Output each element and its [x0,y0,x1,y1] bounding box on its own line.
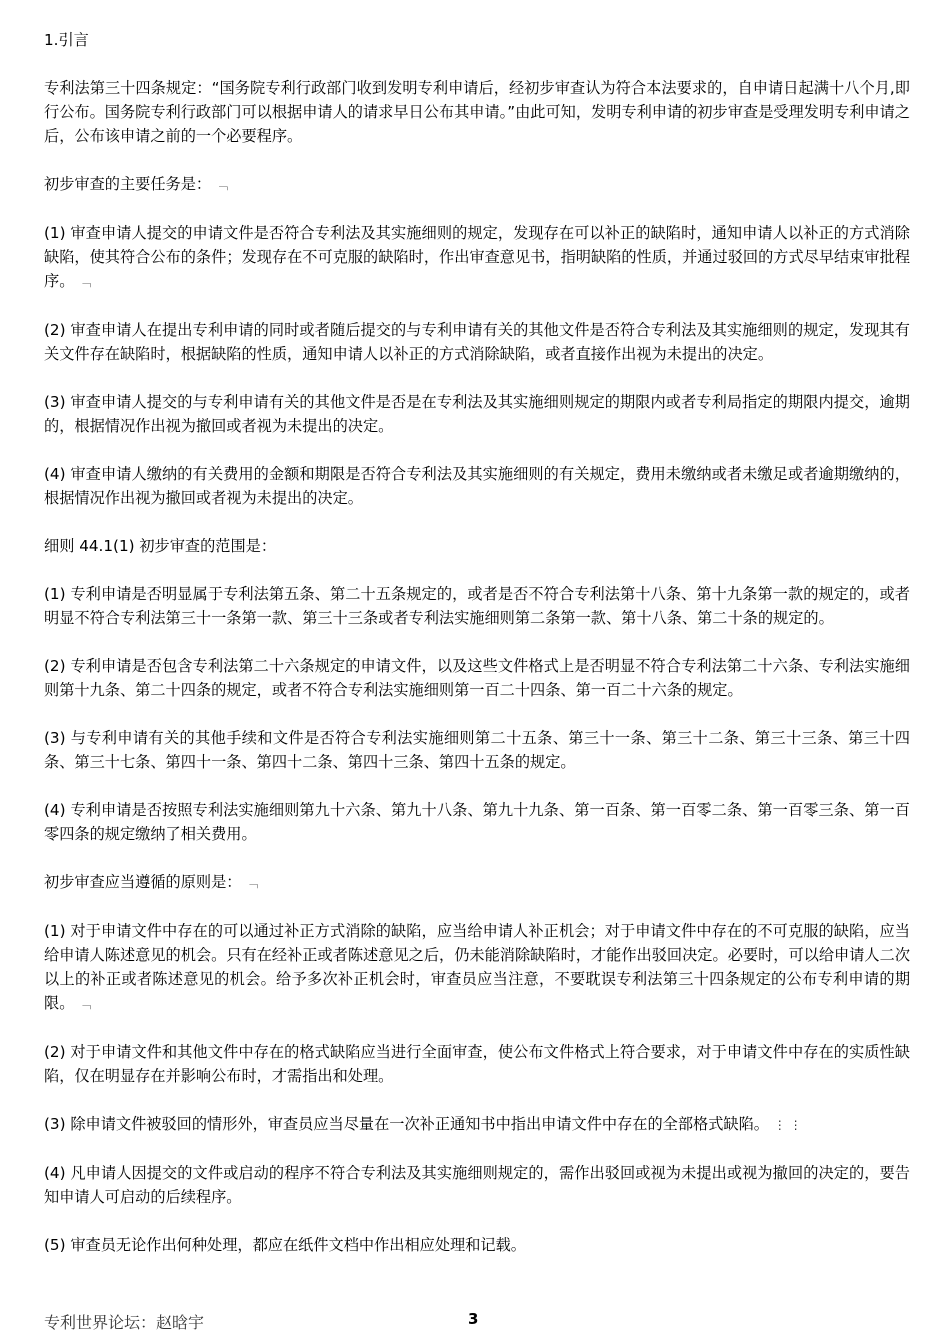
principle-item: (5) 审查员无论作出何种处理，都应在纸件文档中作出相应处理和记载。 [44,1236,526,1254]
dots-mark: ⋮ ⋮ [773,1118,802,1132]
scope-item: (2) 专利申请是否包含专利法第二十六条规定的申请文件，以及这些文件格式上是否明显不符合专利法第二十六条、专利法实施细则第十九条、第二十四条的规定，或者不符合专利法实施细则第一百二十四条、第一百二十六条的规定。 [44,657,910,699]
footer-source: 专利世界论坛：赵晗宇 [44,1313,205,1332]
principle-item: (1) 对于申请文件中存在的可以通过补正方式消除的缺陷，应当给申请人补正机会；对于申请文件中存在的不可克服的缺陷，应当给申请人陈述意见的机会。只有在经补正或者陈述意见之后，仍未能消除缺陷时，才能作出驳回决定。必要时，可以给申请人二次以上的补正或者陈述意见的机会。给予多次补正机会时，审查员应当注意，不要耽误专利法第三十四条规定的公布专利申请的期限。 ﹁ [44,922,910,1012]
document-body [44,28,910,1281]
principle-item: (3) 除申请文件被驳回的情形外，审查员应当尽量在一次补正通知书中指出申请文件中存在的全部格式缺陷。 ⋮ ⋮ [44,1115,802,1133]
bracket-mark: ﹁ [246,876,259,890]
principle-item: (4) 凡申请人因提交的文件或启动的程序不符合专利法及其实施细则规定的，需作出驳回或视为未提出或视为撤回的决定的，要告知申请人可启动的后续程序。 [44,1164,910,1206]
scope-heading: 细则 44.1(1) 初步审查的范围是： [44,537,277,555]
principles-heading: 初步审查应当遵循的原则是： ﹁ [44,873,259,891]
section-heading: 1.引言 [44,31,89,49]
task-item: (2) 审查申请人在提出专利申请的同时或者随后提交的与专利申请有关的其他文件是否符合专利法及其实施细则的规定，发现其有关文件存在缺陷时，根据缺陷的性质，通知申请人以补正的方式消除缺陷，或者直接作出视为未提出的决定。 [44,321,910,363]
bracket-mark: ﹁ [215,178,228,192]
task-item: (4) 审查申请人缴纳的有关费用的金额和期限是否符合专利法及其实施细则的有关规定，费用未缴纳或者未缴足或者逾期缴纳的，根据情况作出视为撤回或者视为未提出的决定。 [44,465,910,507]
tasks-heading: 初步审查的主要任务是： ﹁ [44,175,228,193]
bracket-mark: ﹁ [79,275,92,289]
intro-paragraph: 专利法第三十四条规定：“国务院专利行政部门收到发明专利申请后，经初步审查认为符合本法要求的，自申请日起满十八个月,即行公布。国务院专利行政部门可以根据申请人的请求早日公布其申请。”由此可知，发明专利申请的初步审查是受理发明专利申请之后，公布该申请之前的一个必要程序。 [44,79,910,145]
scope-item: (4) 专利申请是否按照专利法实施细则第九十六条、第九十八条、第九十九条、第一百条、第一百零二条、第一百零三条、第一百零四条的规定缴纳了相关费用。 [44,801,910,843]
principle-item: (2) 对于申请文件和其他文件中存在的格式缺陷应当进行全面审查，使公布文件格式上符合要求，对于申请文件中存在的实质性缺陷，仅在明显存在并影响公布时，才需指出和处理。 [44,1043,910,1085]
page-number: 3 [468,1310,479,1328]
task-item: (1) 审查申请人提交的申请文件是否符合专利法及其实施细则的规定，发现存在可以补正的缺陷时，通知申请人以补正的方式消除缺陷，使其符合公布的条件；发现存在不可克服的缺陷时，作出审查意见书，指明缺陷的性质，并通过驳回的方式尽早结束审批程序。 ﹁ [44,224,910,290]
bracket-mark: ﹁ [79,997,92,1011]
scope-item: (1) 专利申请是否明显属于专利法第五条、第二十五条规定的，或者是否不符合专利法第十八条、第十九条第一款的规定的，或者明显不符合专利法第三十一条第一款、第三十三条或者专利法实施细则第二条第一款、第十八条、第二十条的规定的。 [44,585,910,627]
task-item: (3) 审查申请人提交的与专利申请有关的其他文件是否是在专利法及其实施细则规定的期限内或者专利局指定的期限内提交，逾期的，根据情况作出视为撤回或者视为未提出的决定。 [44,393,910,435]
scope-item: (3) 与专利申请有关的其他手续和文件是否符合专利法实施细则第二十五条、第三十一条、第三十二条、第三十三条、第三十四条、第三十七条、第四十一条、第四十二条、第四十三条、第四十五条的规定。 [44,729,910,771]
